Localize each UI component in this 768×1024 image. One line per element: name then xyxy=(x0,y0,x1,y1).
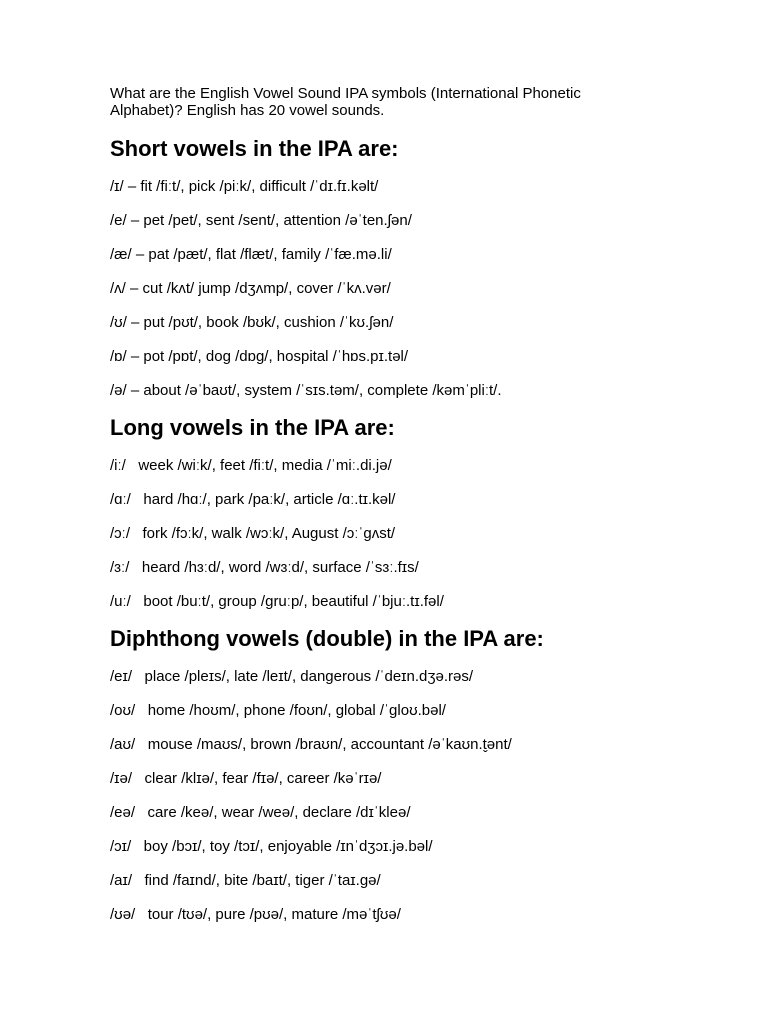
short-vowel-item: /ə/ – about /əˈbaʊt/, system /ˈsɪs.təm/, complete /kəmˈpliːt/. xyxy=(110,382,502,399)
diphthong-vowel-item: /ʊə/ tour /tʊə/, pure /pʊə/, mature /məˈtʃʊə/ xyxy=(110,906,401,923)
long-vowels-heading: Long vowels in the IPA are: xyxy=(110,415,395,440)
long-vowel-item: /ɜː/ heard /hɜːd/, word /wɜːd/, surface /ˈsɜː.fɪs/ xyxy=(110,559,419,576)
short-vowel-item: /ʊ/ – put /pʊt/, book /bʊk/, cushion /ˈkʊ.ʃən/ xyxy=(110,314,394,331)
diphthong-vowel-item: /oʊ/ home /hoʊm/, phone /foʊn/, global /ˈgloʊ.bəl/ xyxy=(110,702,446,719)
diphthong-vowel-item: /aɪ/ find /faɪnd/, bite /baɪt/, tiger /ˈtaɪ.gə/ xyxy=(110,872,381,889)
long-vowel-item: /ɑː/ hard /hɑː/, park /paːk/, article /ɑː.tɪ.kəl/ xyxy=(110,491,396,508)
intro-paragraph: What are the English Vowel Sound IPA symbols (International Phonetic Alphabet)? English has 20 vowel sounds. xyxy=(110,85,581,119)
short-vowel-item: /ɒ/ – pot /pɒt/, dog /dɒg/, hospital /ˈhɒs.pɪ.təl/ xyxy=(110,348,409,365)
diphthong-vowel-item: /ɔɪ/ boy /bɔɪ/, toy /tɔɪ/, enjoyable /ɪnˈdʒɔɪ.jə.bəl/ xyxy=(110,838,433,855)
short-vowel-item: /ɪ/ – fit /fiːt/, pick /piːk/, difficult /ˈdɪ.fɪ.kəlt/ xyxy=(110,178,379,195)
diphthong-vowel-item: /ɪə/ clear /klɪə/, fear /fɪə/, career /kəˈrɪə/ xyxy=(110,770,382,787)
diphthong-vowels-heading: Diphthong vowels (double) in the IPA are: xyxy=(110,626,544,651)
short-vowel-item: /e/ – pet /pet/, sent /sent/, attention /əˈten.ʃən/ xyxy=(110,212,412,229)
long-vowel-item: /uː/ boot /buːt/, group /gruːp/, beautiful /ˈbjuː.tɪ.fəl/ xyxy=(110,593,444,610)
short-vowels-heading: Short vowels in the IPA are: xyxy=(110,136,399,161)
diphthong-vowel-item: /eɪ/ place /pleɪs/, late /leɪt/, dangerous /ˈdeɪn.dʒə.rəs/ xyxy=(110,668,474,685)
long-vowel-item: /iː/ week /wiːk/, feet /fiːt/, media /ˈmiː.di.jə/ xyxy=(110,457,392,474)
short-vowel-item: /æ/ – pat /pæt/, flat /flæt/, family /ˈfæ.mə.li/ xyxy=(110,246,392,263)
diphthong-vowel-item: /eə/ care /keə/, wear /weə/, declare /dɪˈkleə/ xyxy=(110,804,411,821)
long-vowel-item: /ɔː/ fork /fɔːk/, walk /wɔːk/, August /ɔːˈgʌst/ xyxy=(110,525,396,542)
diphthong-vowel-item: /aʊ/ mouse /maʊs/, brown /braʊn/, accountant /əˈkaʊn.t̬ənt/ xyxy=(110,736,512,753)
short-vowel-item: /ʌ/ – cut /kʌt/ jump /dʒʌmp/, cover /ˈkʌ.vər/ xyxy=(110,280,391,297)
